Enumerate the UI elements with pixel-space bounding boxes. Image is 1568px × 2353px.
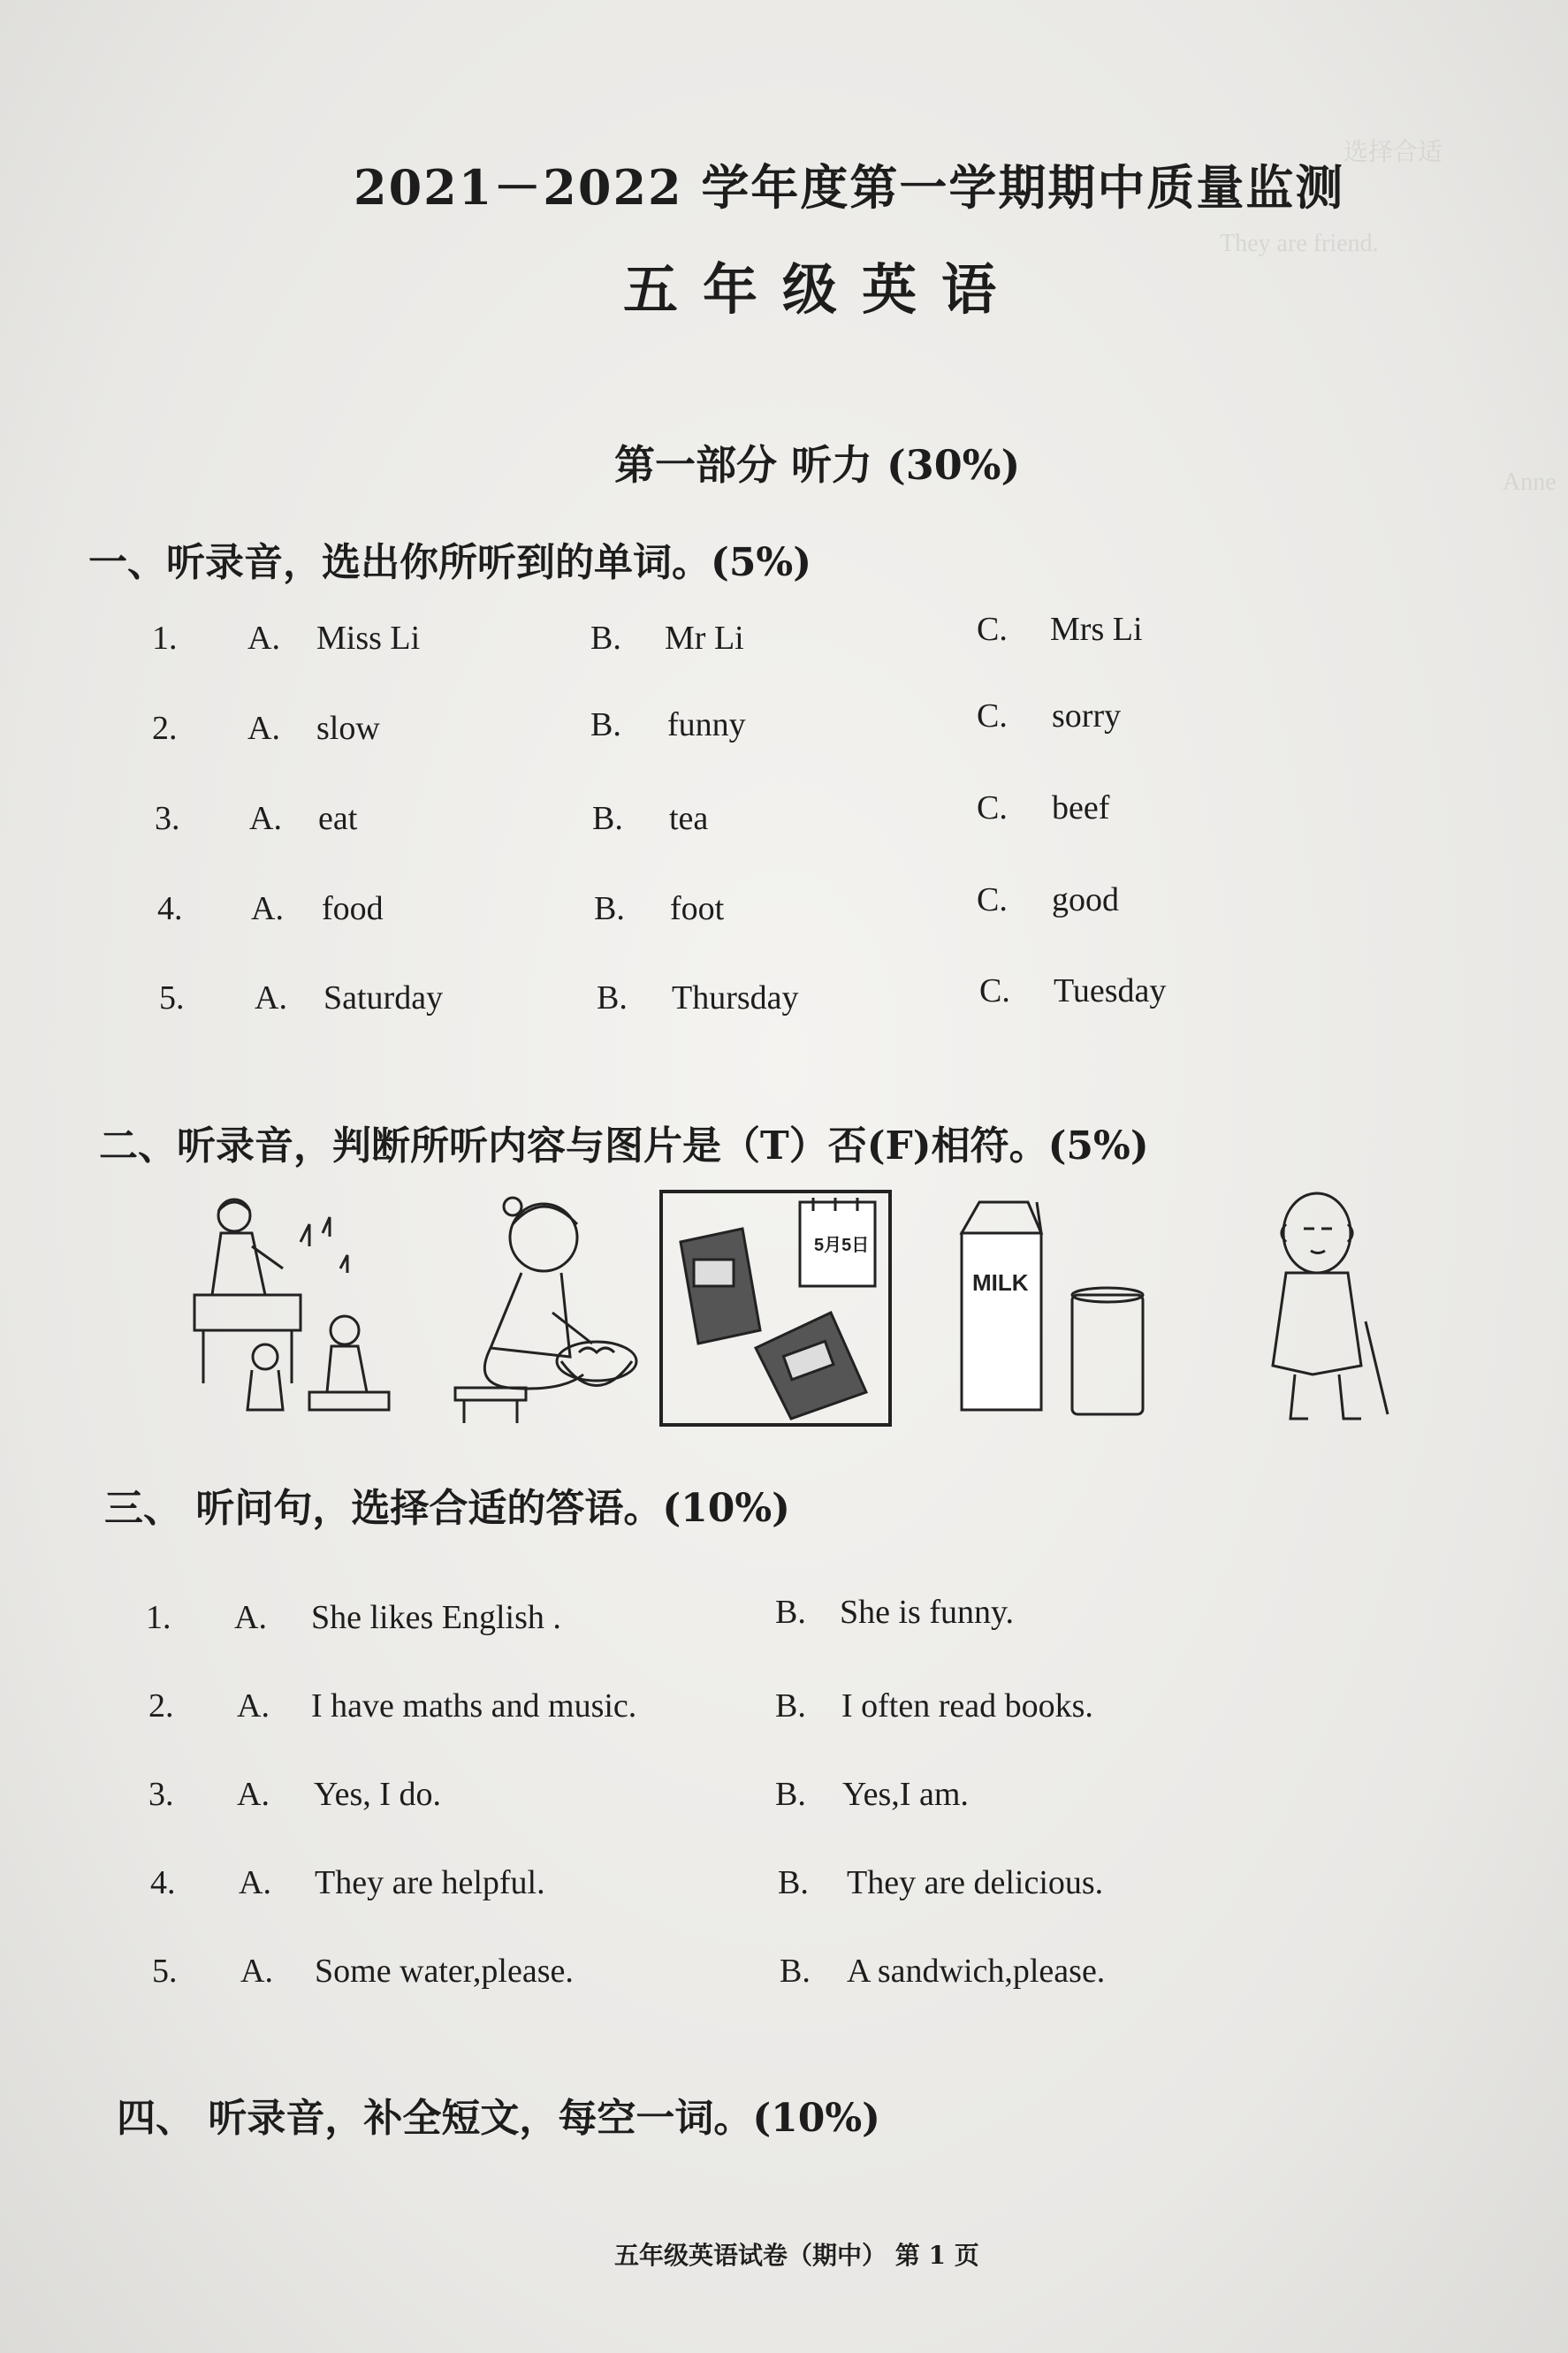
option-label: A. — [251, 890, 284, 927]
picture-milk — [944, 1189, 1156, 1428]
option-label: A. — [239, 1864, 271, 1901]
option-text: foot — [670, 890, 725, 927]
picture-old-man — [1233, 1189, 1410, 1428]
option-text: Mrs Li — [1050, 611, 1143, 648]
question-row — [0, 972, 1568, 1023]
option-text: beef — [1052, 789, 1110, 826]
option-label: A. — [240, 1953, 273, 1990]
option-text: They are delicious. — [847, 1864, 1104, 1901]
option-label: C. — [977, 697, 1008, 735]
option-label: B. — [597, 979, 628, 1017]
option-label: C. — [979, 972, 1010, 1009]
option-text: Some water,please. — [315, 1953, 574, 1990]
question-row — [0, 1863, 1568, 1908]
section-4-heading: 四、 听录音，补全短文，每空一词。(10%) — [117, 2096, 880, 2141]
option-label: B. — [590, 620, 621, 657]
option-text: Yes,I am. — [842, 1776, 969, 1813]
option-text: food — [322, 890, 384, 927]
question-row — [0, 1952, 1568, 1996]
option-text: She is funny. — [840, 1594, 1015, 1631]
bleed-through-text: Anne — [1503, 468, 1557, 496]
question-row — [0, 881, 1568, 933]
option-text: good — [1052, 881, 1119, 918]
option-text: funny — [667, 706, 746, 743]
question-row — [0, 789, 1568, 843]
option-label: C. — [977, 611, 1008, 648]
option-text: I often read books. — [841, 1687, 1093, 1725]
option-label: B. — [594, 890, 625, 927]
question-row — [0, 611, 1568, 663]
option-text: Miss Li — [316, 620, 421, 657]
question-number: 1. — [146, 1599, 171, 1636]
exam-subject: 五年级英语 — [623, 257, 1022, 322]
option-text: A sandwich,please. — [847, 1953, 1106, 1990]
section-2-heading: 二、听录音，判断所听内容与图片是（T）否(F)相符。(5%) — [99, 1123, 1149, 1169]
option-text: Mr Li — [665, 620, 744, 657]
option-label: B. — [775, 1776, 806, 1813]
option-text: sorry — [1052, 697, 1122, 735]
question-row — [0, 1775, 1568, 1819]
question-row — [0, 1687, 1568, 1731]
question-number: 1. — [152, 620, 178, 657]
option-text: Saturday — [323, 979, 444, 1017]
question-number: 4. — [157, 890, 183, 927]
part-heading: 第一部分 听力 (30%) — [614, 441, 1021, 489]
option-label: A. — [247, 620, 280, 657]
milk-label-text: MILK — [972, 1269, 1029, 1296]
option-text: tea — [669, 800, 709, 837]
option-label: C. — [977, 881, 1008, 918]
option-label: A. — [237, 1687, 270, 1725]
option-text: Tuesday — [1054, 972, 1167, 1009]
option-label: C. — [977, 789, 1008, 826]
bleed-through-text: They are friend. — [1220, 230, 1379, 257]
section-3-heading: 三、 听问句，选择合适的答语。(10%) — [104, 1486, 790, 1531]
option-label: A. — [249, 800, 282, 837]
option-label: A. — [247, 710, 280, 747]
option-label: B. — [775, 1594, 806, 1631]
option-text: eat — [318, 800, 358, 837]
question-number: 5. — [159, 979, 185, 1017]
option-label: B. — [778, 1864, 809, 1901]
question-number: 2. — [148, 1687, 174, 1725]
section-1-heading: 一、听录音，选出你所听到的单词。(5%) — [88, 540, 812, 585]
option-label: A. — [237, 1776, 270, 1813]
calendar-date-text: 5月5日 — [814, 1236, 870, 1255]
question-number: 4. — [150, 1864, 176, 1901]
page-footer: 五年级英语试卷（期中） 第 1 页 — [614, 2241, 979, 2270]
option-text: Yes, I do. — [314, 1776, 441, 1813]
option-text: They are helpful. — [315, 1864, 545, 1901]
option-label: B. — [590, 706, 621, 743]
picture-books-calendar — [658, 1189, 893, 1428]
option-label: B. — [775, 1687, 806, 1725]
exam-title: 2021－2022 学年度第一学期期中质量监测 — [354, 159, 1345, 216]
option-text: slow — [316, 710, 380, 747]
question-number: 5. — [152, 1953, 178, 1990]
option-text: She likes English . — [311, 1599, 561, 1636]
picture-washing-clothes — [438, 1189, 641, 1428]
picture-music-class — [177, 1189, 398, 1428]
question-number: 3. — [155, 800, 180, 837]
bleed-through-text: 选择合适 — [1343, 139, 1443, 166]
question-number: 3. — [148, 1776, 174, 1813]
option-label: A. — [234, 1599, 267, 1636]
question-row — [0, 1594, 1568, 1642]
option-text: Thursday — [672, 979, 799, 1017]
option-text: I have maths and music. — [311, 1687, 637, 1725]
question-row — [0, 697, 1568, 753]
question-number: 2. — [152, 710, 178, 747]
option-label: B. — [780, 1953, 811, 1990]
option-label: A. — [255, 979, 287, 1017]
option-label: B. — [592, 800, 623, 837]
